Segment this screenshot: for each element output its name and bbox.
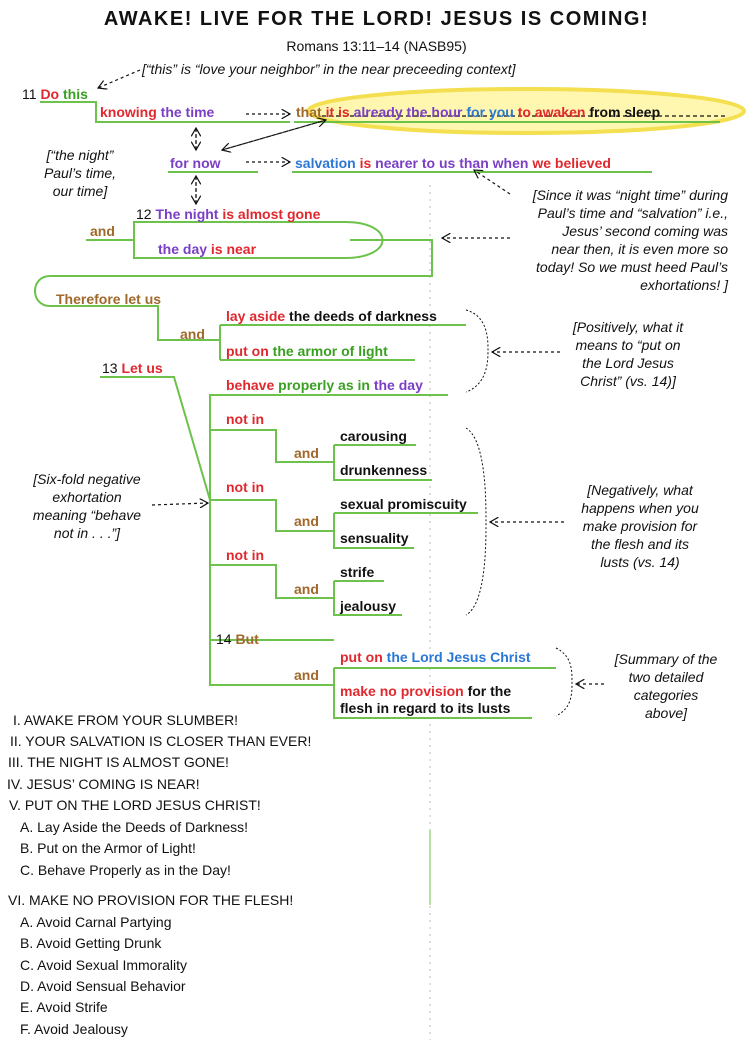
word-lord-jesus-christ: the Lord Jesus Christ bbox=[386, 649, 531, 665]
phrase-put-on-armor bbox=[226, 343, 388, 359]
word-salvation: salvation bbox=[295, 155, 356, 171]
phrase-the-day-is-near bbox=[158, 241, 256, 257]
brace-positive bbox=[466, 310, 488, 392]
word-therefore: Therefore bbox=[56, 291, 121, 307]
note-summary-line-3: categories bbox=[633, 687, 699, 703]
word-and-not-in-1: and bbox=[294, 445, 319, 461]
note-negative-line-2: happens when you bbox=[581, 500, 699, 516]
word-and-14: and bbox=[294, 667, 319, 683]
word-and-not-in-3: and bbox=[294, 581, 319, 597]
verse-number-14: 14 bbox=[216, 631, 232, 647]
page-title: AWAKE! LIVE FOR THE LORD! JESUS IS COMING! bbox=[103, 8, 650, 30]
verse-number-12: 12 bbox=[136, 206, 152, 222]
word-lay-aside: lay aside bbox=[226, 308, 286, 324]
word-strife: strife bbox=[340, 564, 375, 580]
word-drunkenness: drunkenness bbox=[340, 462, 428, 478]
note-six-line-3: meaning “behave bbox=[32, 507, 142, 523]
note-since-line-3: Jesus’ second coming was bbox=[562, 223, 728, 239]
word-knowing: knowing bbox=[100, 104, 157, 120]
note-since-line-4: near then, it is even more so bbox=[551, 241, 728, 257]
phrase-salvation bbox=[295, 155, 611, 171]
word-the-night: The night bbox=[155, 206, 219, 222]
note-six-line-1: [Six-fold negative bbox=[33, 471, 141, 487]
brace-summary bbox=[556, 648, 572, 716]
word-let-us: let us bbox=[124, 291, 162, 307]
note-since-line-1: [Since it was “night time” during bbox=[532, 187, 728, 203]
word-put-on: put on bbox=[226, 343, 269, 359]
word-not-in-1: not in bbox=[226, 411, 265, 427]
word-not-in-2: not in bbox=[226, 479, 265, 495]
word-the-day: the day bbox=[158, 241, 208, 257]
note-negative-line-3: make provision for bbox=[582, 518, 698, 534]
note-positive-line-1: [Positively, what it bbox=[572, 319, 684, 335]
note-six-line-4: not in . . .”] bbox=[53, 525, 121, 541]
scripture-reference: Romans 13:11–14 (NASB95) bbox=[286, 38, 467, 54]
phrase-but-14 bbox=[216, 631, 259, 647]
phrase-make-no-provision bbox=[340, 683, 511, 699]
note-since-line-2: Paul’s time and “salvation” i.e., bbox=[537, 205, 728, 221]
word-it-is: it is bbox=[325, 104, 350, 120]
brace-negative bbox=[466, 428, 486, 615]
note-positive bbox=[558, 318, 698, 390]
word-for-the: for the bbox=[467, 683, 512, 699]
word-is: is bbox=[359, 155, 372, 171]
word-let-us-13: Let us bbox=[121, 360, 163, 376]
outline-5b: B. Put on the Armor of Light! bbox=[20, 840, 196, 856]
phrase-behave-properly bbox=[226, 377, 423, 393]
outline-6c: C. Avoid Sexual Immorality bbox=[20, 957, 188, 973]
word-properly-as-in: properly as in bbox=[278, 377, 370, 393]
word-for-now: for now bbox=[170, 155, 221, 171]
note-negative-line-4: the flesh and its bbox=[590, 536, 690, 552]
note-night bbox=[28, 146, 132, 200]
note-since-line-5: today! So we must heed Paul’s bbox=[536, 259, 728, 275]
phrase-put-on-christ bbox=[340, 649, 531, 665]
note-since-line-6: exhortations! ] bbox=[640, 277, 728, 293]
note-negative-line-5: lusts (vs. 14) bbox=[600, 554, 680, 570]
outline-2: II. YOUR SALVATION IS CLOSER THAN EVER! bbox=[10, 733, 312, 749]
word-sexual-promiscuity: sexual promiscuity bbox=[340, 496, 467, 512]
note-six-fold bbox=[22, 470, 152, 542]
word-that: that bbox=[296, 104, 322, 120]
word-deeds-of-darkness: the deeds of darkness bbox=[289, 308, 437, 324]
outline-1: I. AWAKE FROM YOUR SLUMBER! bbox=[13, 712, 239, 728]
word-we-believed: we believed bbox=[532, 155, 611, 171]
word-carousing: carousing bbox=[340, 428, 407, 444]
note-positive-line-3: the Lord Jesus bbox=[582, 355, 674, 371]
outline-5c: C. Behave Properly as in the Day! bbox=[20, 862, 231, 878]
note-positive-line-2: means to “put on bbox=[575, 337, 681, 353]
arrow-six-note bbox=[152, 503, 208, 505]
word-and-therefore: and bbox=[180, 326, 205, 342]
word-to-awaken: to awaken bbox=[517, 104, 586, 120]
note-night-line-2: Paul’s time, bbox=[43, 165, 117, 181]
phrase-do-this bbox=[22, 86, 88, 102]
verse-number-11: 11 bbox=[22, 86, 37, 102]
word-is-near: is near bbox=[210, 241, 257, 257]
phrase-for-now bbox=[170, 155, 221, 171]
word-put-on-14: put on bbox=[340, 649, 383, 665]
outline-5a: A. Lay Aside the Deeds of Darkness! bbox=[20, 819, 249, 835]
note-night-line-1: [“the night” bbox=[46, 147, 114, 163]
outline-6b: B. Avoid Getting Drunk bbox=[20, 935, 162, 951]
word-nearer-to-us: nearer to us bbox=[375, 155, 456, 171]
outline-3: III. THE NIGHT IS ALMOST GONE! bbox=[8, 754, 229, 770]
note-night-line-3: our time] bbox=[52, 183, 108, 199]
phrase-the-night bbox=[136, 206, 320, 222]
word-flesh-lusts: flesh in regard to its lusts bbox=[340, 700, 511, 716]
outline-6f: F. Avoid Jealousy bbox=[20, 1021, 128, 1037]
word-than-when: than when bbox=[459, 155, 529, 171]
verse-number-13: 13 bbox=[102, 360, 118, 376]
phrase-therefore-let-us bbox=[56, 291, 161, 307]
outline-5: V. PUT ON THE LORD JESUS CHRIST! bbox=[9, 797, 261, 813]
arrow-since-note bbox=[474, 170, 510, 194]
outline-4: IV. JESUS’ COMING IS NEAR! bbox=[7, 776, 200, 792]
word-the-time: the time bbox=[160, 104, 215, 120]
note-since bbox=[508, 186, 728, 294]
outline-6: VI. MAKE NO PROVISION FOR THE FLESH! bbox=[8, 892, 294, 908]
note-summary-line-2: two detailed bbox=[628, 669, 704, 685]
note-positive-line-4: Christ” (vs. 14)] bbox=[580, 373, 676, 389]
note-summary-line-1: [Summary of the bbox=[614, 651, 718, 667]
arrow-this-note bbox=[98, 70, 140, 88]
word-behave: behave bbox=[226, 377, 275, 393]
word-sensuality: sensuality bbox=[340, 530, 409, 546]
outline-6d: D. Avoid Sensual Behavior bbox=[20, 978, 186, 994]
phrase-knowing-the-time bbox=[100, 104, 214, 120]
phrase-that-hour bbox=[296, 104, 660, 120]
phrase-let-us-13 bbox=[102, 360, 163, 376]
word-and-12: and bbox=[90, 223, 115, 239]
word-make-no-provision: make no provision bbox=[340, 683, 464, 699]
note-this: [“this” is “love your neighbor” in the near preceeding context] bbox=[142, 61, 516, 77]
word-for-you: for you bbox=[466, 104, 514, 120]
outline-6e: E. Avoid Strife bbox=[20, 999, 108, 1015]
word-this: this bbox=[63, 86, 88, 102]
note-six-line-2: exhortation bbox=[52, 489, 122, 505]
outline-6a: A. Avoid Carnal Partying bbox=[20, 914, 172, 930]
word-already-the-hour: already the hour bbox=[353, 104, 463, 120]
word-is-almost-gone: is almost gone bbox=[222, 206, 321, 222]
word-from-sleep: from sleep bbox=[589, 104, 661, 120]
word-the-day-2: the day bbox=[373, 377, 423, 393]
word-jealousy: jealousy bbox=[340, 598, 397, 614]
word-armor-of-light: the armor of light bbox=[272, 343, 388, 359]
phrase-lay-aside bbox=[226, 308, 437, 324]
word-and-not-in-2: and bbox=[294, 513, 319, 529]
note-summary-line-4: above] bbox=[644, 705, 688, 721]
word-do: Do bbox=[40, 86, 60, 102]
word-but: But bbox=[235, 631, 259, 647]
word-not-in-3: not in bbox=[226, 547, 265, 563]
note-negative-line-1: [Negatively, what bbox=[587, 482, 693, 498]
note-negative bbox=[566, 481, 714, 571]
note-summary bbox=[604, 650, 728, 722]
